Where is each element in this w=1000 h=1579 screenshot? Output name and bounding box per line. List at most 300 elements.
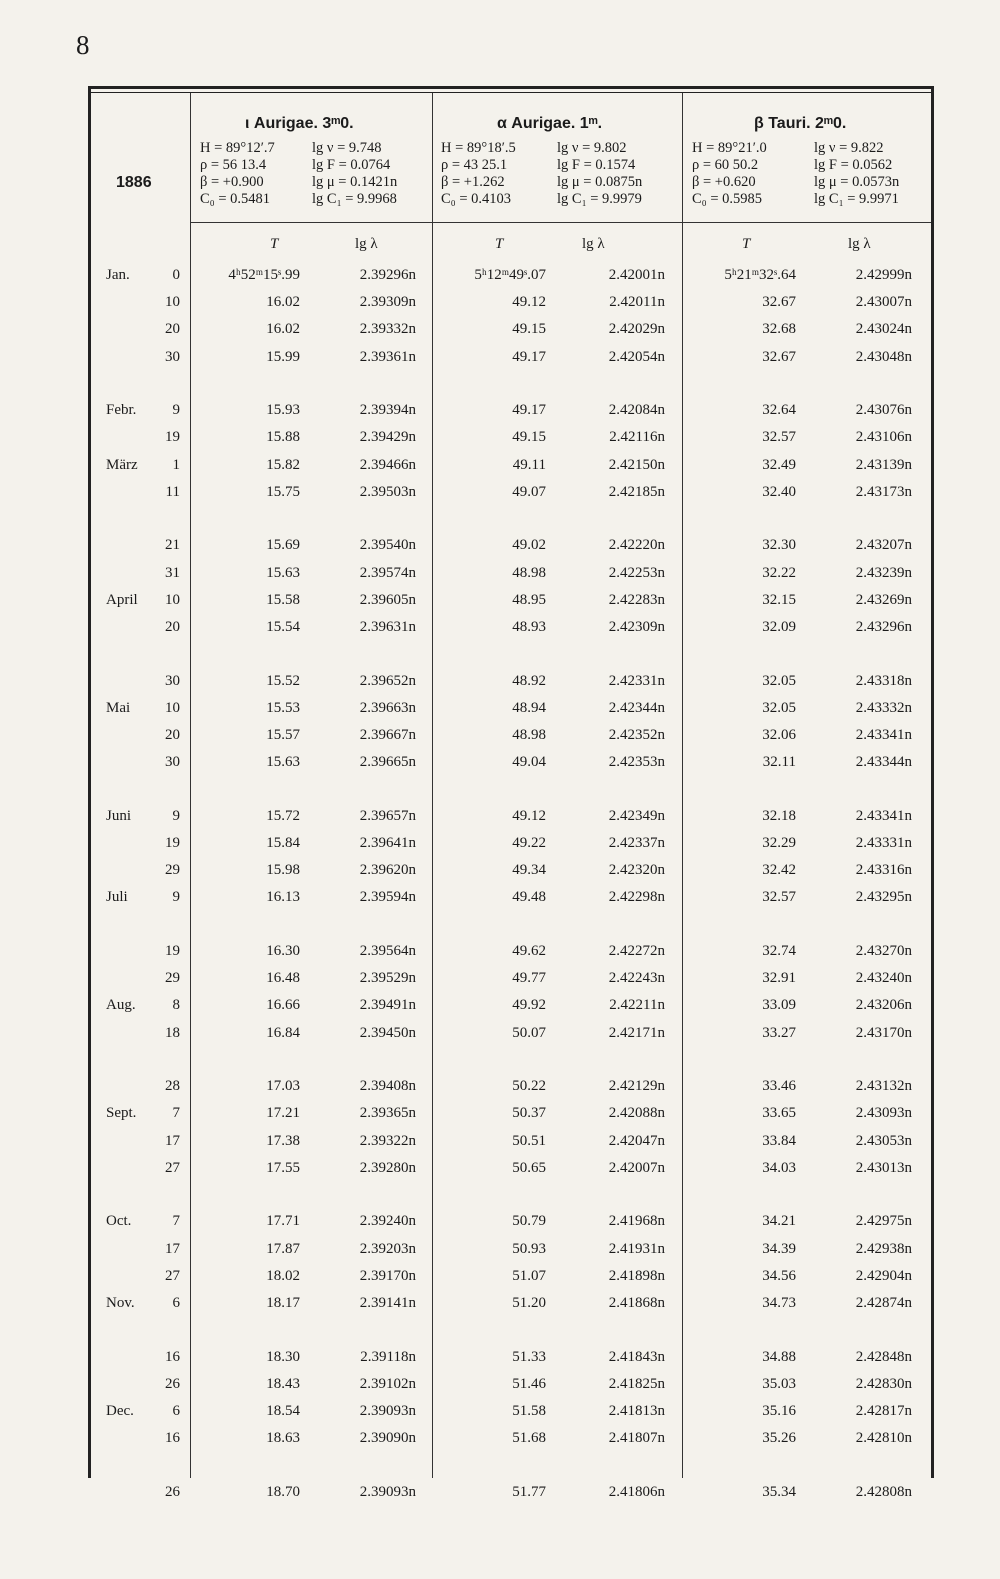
table-cell-l1: 2.39429n [359, 429, 416, 446]
table-cell-l1: 2.39090n [359, 1430, 416, 1447]
table-cell-t3: 32.05 [762, 699, 796, 716]
table-cell-t1: 16.02 [266, 321, 300, 338]
table-cell-l2: 2.41968n [608, 1213, 665, 1230]
star-parameter: lg F = 0.0764 [312, 157, 391, 173]
table-cell-l1: 2.39309n [359, 294, 416, 311]
row-day: 19 [165, 429, 180, 446]
table-cell-t1: 15.53 [266, 699, 300, 716]
table-cell-t3: 32.06 [762, 727, 796, 743]
row-day: 21 [165, 537, 180, 554]
row-day: 17 [165, 1240, 180, 1257]
table-cell-l1: 2.39652n [359, 672, 416, 689]
star-parameter: ρ = 60 50.2 [692, 157, 759, 173]
table-cell-t2: 49.12 [512, 807, 546, 824]
table-cell-t3: 32.11 [762, 754, 796, 771]
table-cell-l2: 2.41806n [608, 1483, 665, 1500]
table-top-rule [88, 86, 934, 89]
table-cell-l3: 2.43316n [855, 862, 912, 879]
row-day: 11 [165, 483, 180, 500]
table-cell-t3: 35.03 [762, 1375, 796, 1392]
table-cell-l3: 2.43331n [855, 835, 912, 851]
table-cell-l1: 2.39296n [359, 267, 416, 283]
table-cell-t3: 35.26 [762, 1430, 796, 1447]
table-cell-l3: 2.43344n [855, 754, 912, 771]
table-cell-t1: 15.84 [266, 835, 300, 851]
table-cell-t2: 49.17 [512, 348, 546, 365]
table-cell-l3: 2.43206n [855, 997, 912, 1014]
table-cell-t1: 18.17 [266, 1295, 300, 1311]
table-cell-l3: 2.43139n [855, 456, 912, 473]
table-cell-t2: 51.46 [512, 1375, 546, 1392]
table-cell-l1: 2.39663n [359, 699, 416, 716]
row-day: 29 [165, 862, 180, 879]
table-cell-t3: 32.91 [762, 970, 796, 987]
row-month: Mai [106, 699, 131, 716]
row-month: Juni [106, 807, 132, 824]
table-cell-l1: 2.39280n [359, 1159, 416, 1176]
table-cell-t1: 16.13 [266, 889, 300, 906]
column-divider-star2 [682, 93, 683, 1478]
table-cell-l2: 2.42352n [608, 727, 665, 743]
table-cell-l3: 2.43341n [855, 807, 912, 824]
table-cell-t3: 35.16 [762, 1403, 796, 1419]
table-cell-t3: 35.34 [762, 1483, 796, 1500]
table-cell-t3: 34.03 [762, 1159, 796, 1176]
table-cell-l1: 2.39093n [359, 1403, 416, 1419]
row-day: 26 [165, 1375, 180, 1392]
table-cell-t1: 17.03 [266, 1078, 300, 1095]
table-cell-t2: 49.22 [512, 835, 546, 851]
row-day: 6 [172, 1295, 180, 1311]
row-day: 26 [165, 1483, 180, 1500]
table-cell-t3: 34.39 [762, 1240, 796, 1257]
table-cell-t3: 34.73 [762, 1295, 796, 1311]
star-parameter: lg C₁ = 9.9979 [557, 191, 642, 207]
table-cell-l1: 2.39529n [359, 970, 416, 987]
table-cell-t2: 50.51 [512, 1132, 546, 1149]
table-cell-t2: 50.93 [512, 1240, 546, 1257]
table-cell-l1: 2.39450n [359, 1024, 416, 1041]
row-day: 29 [165, 970, 180, 987]
table-cell-l1: 2.39631n [359, 619, 416, 635]
table-cell-t3: 32.40 [762, 483, 796, 500]
table-cell-t2: 49.34 [512, 862, 546, 879]
table-right-rule [931, 86, 934, 1478]
row-day: 9 [172, 889, 180, 906]
table-cell-t2: 51.07 [512, 1267, 546, 1284]
table-cell-l3: 2.43240n [855, 970, 912, 987]
table-cell-l3: 2.42848n [855, 1348, 912, 1365]
table-cell-l2: 2.42001n [608, 267, 665, 283]
table-cell-t2: 51.20 [512, 1295, 546, 1311]
table-cell-l3: 2.43024n [855, 321, 912, 338]
table-cell-t1: 15.72 [266, 807, 300, 824]
col-header-lg-1: lg λ [355, 236, 378, 252]
star-parameter: lg F = 0.1574 [557, 157, 636, 173]
table-cell-t2: 49.15 [512, 429, 546, 446]
table-cell-t1: 18.43 [266, 1375, 300, 1392]
table-cell-l3: 2.43270n [855, 943, 912, 959]
row-day: 9 [172, 807, 180, 824]
table-cell-t2: 51.58 [512, 1403, 546, 1419]
table-cell-t3: 32.09 [762, 619, 796, 635]
row-day: 7 [172, 1213, 180, 1230]
table-cell-l2: 2.42084n [608, 402, 665, 419]
table-cell-l3: 2.43269n [855, 591, 912, 608]
row-day: 30 [165, 348, 180, 365]
row-day: 30 [165, 672, 180, 689]
table-cell-l2: 2.42211n [609, 997, 665, 1014]
row-day: 31 [165, 564, 180, 581]
table-cell-t2: 48.92 [512, 672, 546, 689]
table-cell-l1: 2.39594n [359, 889, 416, 906]
row-day: 8 [172, 997, 180, 1014]
table-cell-t2: 50.37 [512, 1105, 546, 1122]
table-cell-l2: 2.41843n [608, 1348, 665, 1365]
table-cell-l1: 2.39141n [359, 1295, 416, 1311]
table-cell-l3: 2.42830n [855, 1375, 912, 1392]
table-cell-t3: 33.84 [762, 1132, 796, 1149]
table-cell-t1: 17.38 [266, 1132, 300, 1149]
star-parameter: β = +1.262 [441, 174, 505, 190]
table-cell-l3: 2.43239n [855, 564, 912, 581]
table-cell-l1: 2.39540n [359, 537, 416, 554]
star-parameter: H = 89°12ʹ.7 [200, 140, 275, 156]
table-cell-l2: 2.42011n [609, 294, 665, 311]
table-cell-l3: 2.43053n [855, 1132, 912, 1149]
table-cell-t2: 48.93 [512, 619, 546, 635]
star-parameter: lg ν = 9.802 [557, 140, 627, 156]
table-cell-t1: 18.63 [266, 1430, 300, 1447]
table-cell-l3: 2.42874n [855, 1295, 912, 1311]
table-cell-l1: 2.39322n [359, 1132, 416, 1149]
star-parameter: C₀ = 0.4103 [441, 191, 512, 207]
star-parameter: lg ν = 9.822 [814, 140, 884, 156]
table-cell-t1: 15.82 [266, 456, 300, 473]
row-month: Dec. [106, 1403, 134, 1419]
table-cell-t1: 15.99 [266, 348, 300, 365]
table-cell-t3: 34.21 [762, 1213, 796, 1230]
table-cell-l2: 2.41813n [608, 1403, 665, 1419]
table-cell-l2: 2.42220n [608, 537, 665, 554]
column-divider-date [190, 93, 191, 1478]
star-parameter: lg F = 0.0562 [814, 157, 893, 173]
column-divider-star1 [432, 93, 433, 1478]
table-cell-t2: 5ʰ12ᵐ49ˢ.07 [474, 267, 546, 283]
star-parameter: β = +0.900 [200, 174, 264, 190]
table-cell-l2: 2.42272n [608, 943, 665, 959]
table-cell-t2: 49.12 [512, 294, 546, 311]
row-month: Nov. [106, 1295, 135, 1311]
star-header-beta-tauri: β Tauri. 2ᵐ0. [754, 115, 847, 132]
table-cell-l2: 2.41825n [608, 1375, 665, 1392]
table-cell-l3: 2.43048n [855, 348, 912, 365]
table-cell-l3: 2.43106n [855, 429, 912, 446]
star-parameter: lg ν = 9.748 [312, 140, 382, 156]
row-month: Febr. [106, 402, 137, 419]
row-month: Sept. [106, 1105, 137, 1122]
table-cell-l2: 2.42253n [608, 564, 665, 581]
star-parameter: H = 89°18ʹ.5 [441, 140, 516, 156]
table-cell-t2: 48.98 [512, 727, 546, 743]
star-parameter: C₀ = 0.5985 [692, 191, 763, 207]
table-cell-l2: 2.42331n [608, 672, 665, 689]
star-parameter: lg μ = 0.0875n [557, 174, 643, 190]
table-cell-l3: 2.43173n [855, 483, 912, 500]
table-cell-t3: 32.49 [762, 456, 796, 473]
table-cell-l1: 2.39102n [359, 1375, 416, 1392]
table-cell-t1: 15.57 [266, 727, 300, 743]
table-left-rule [88, 86, 91, 1478]
col-header-T-3: T [742, 236, 751, 252]
table-cell-l1: 2.39564n [359, 943, 416, 959]
row-month: März [106, 456, 138, 473]
table-cell-l2: 2.42116n [609, 429, 665, 446]
table-cell-l1: 2.39466n [359, 456, 416, 473]
table-cell-t2: 49.15 [512, 321, 546, 338]
table-cell-l3: 2.42938n [855, 1240, 912, 1257]
table-cell-l2: 2.42185n [608, 483, 665, 500]
star-parameter: C₀ = 0.5481 [200, 191, 271, 207]
table-cell-l2: 2.42129n [608, 1078, 665, 1095]
row-day: 17 [165, 1132, 180, 1149]
table-cell-t3: 32.67 [762, 348, 796, 365]
table-cell-l3: 2.43332n [855, 699, 912, 716]
table-cell-t1: 16.30 [266, 943, 300, 959]
star-parameter: lg C₁ = 9.9971 [814, 191, 899, 207]
table-cell-l1: 2.39605n [359, 591, 416, 608]
table-cell-t2: 49.02 [512, 537, 546, 554]
table-cell-l2: 2.41807n [608, 1430, 665, 1447]
table-cell-t1: 16.02 [266, 294, 300, 311]
table-cell-l2: 2.42088n [608, 1105, 665, 1122]
table-cell-t3: 32.57 [762, 889, 796, 906]
table-cell-l3: 2.42904n [855, 1267, 912, 1284]
table-cell-t3: 32.74 [762, 943, 796, 959]
table-cell-t3: 32.18 [762, 807, 796, 824]
table-cell-l2: 2.42054n [608, 348, 665, 365]
table-cell-l1: 2.39665n [359, 754, 416, 771]
row-day: 19 [165, 943, 180, 959]
table-cell-t2: 48.98 [512, 564, 546, 581]
star-parameter: lg C₁ = 9.9968 [312, 191, 397, 207]
table-cell-t1: 15.98 [266, 862, 300, 879]
table-cell-t2: 50.79 [512, 1213, 546, 1230]
table-cell-t3: 32.68 [762, 321, 796, 338]
table-cell-l2: 2.42298n [608, 889, 665, 906]
table-cell-l1: 2.39332n [359, 321, 416, 338]
table-cell-l2: 2.41868n [608, 1295, 665, 1311]
table-cell-t2: 48.95 [512, 591, 546, 608]
table-cell-l3: 2.43132n [855, 1078, 912, 1095]
star-parameter: lg μ = 0.1421n [312, 174, 398, 190]
table-cell-t2: 49.11 [512, 456, 546, 473]
table-cell-l2: 2.42047n [608, 1132, 665, 1149]
table-cell-l2: 2.42243n [608, 970, 665, 987]
table-cell-l3: 2.43013n [855, 1159, 912, 1176]
table-cell-l1: 2.39093n [359, 1483, 416, 1500]
row-day: 6 [172, 1403, 180, 1419]
table-cell-t2: 51.33 [512, 1348, 546, 1365]
table-cell-l3: 2.43076n [855, 402, 912, 419]
row-day: 7 [172, 1105, 180, 1122]
header-rule [190, 222, 931, 223]
table-cell-t1: 15.54 [266, 619, 300, 635]
col-header-T-2: T [495, 236, 504, 252]
table-cell-t1: 15.93 [266, 402, 300, 419]
table-cell-t3: 32.22 [762, 564, 796, 581]
table-cell-t3: 32.57 [762, 429, 796, 446]
row-day: 28 [165, 1078, 180, 1095]
row-day: 10 [165, 294, 180, 311]
row-day: 18 [165, 1024, 180, 1041]
table-cell-t2: 50.65 [512, 1159, 546, 1176]
table-cell-t3: 34.88 [762, 1348, 796, 1365]
table-cell-l1: 2.39574n [359, 564, 416, 581]
row-day: 20 [165, 619, 180, 635]
table-cell-l3: 2.43170n [855, 1024, 912, 1041]
table-cell-l1: 2.39203n [359, 1240, 416, 1257]
table-cell-t1: 18.70 [266, 1483, 300, 1500]
table-cell-l3: 2.43295n [855, 889, 912, 906]
table-cell-l3: 2.43341n [855, 727, 912, 743]
year-label: 1886 [116, 174, 152, 191]
table-cell-l3: 2.42808n [855, 1483, 912, 1500]
row-day: 9 [172, 402, 180, 419]
star-parameter: ρ = 43 25.1 [441, 157, 508, 173]
table-cell-l2: 2.42171n [608, 1024, 665, 1041]
table-cell-t1: 17.21 [266, 1105, 300, 1122]
table-cell-l3: 2.42999n [855, 267, 912, 283]
row-day: 16 [165, 1430, 180, 1447]
table-cell-l2: 2.42029n [608, 321, 665, 338]
row-month: Jan. [106, 267, 130, 283]
table-cell-t1: 18.02 [266, 1267, 300, 1284]
table-cell-t3: 32.15 [762, 591, 796, 608]
table-cell-t3: 32.30 [762, 537, 796, 554]
table-cell-t2: 49.04 [512, 754, 546, 771]
table-cell-t3: 33.65 [762, 1105, 796, 1122]
table-cell-l3: 2.43093n [855, 1105, 912, 1122]
table-cell-l3: 2.43296n [855, 619, 912, 635]
table-cell-l1: 2.39118n [360, 1348, 416, 1365]
table-cell-t2: 48.94 [512, 699, 546, 716]
row-month: April [106, 591, 138, 608]
table-cell-l2: 2.42150n [608, 456, 665, 473]
table-cell-t2: 51.68 [512, 1430, 546, 1447]
table-cell-t2: 49.07 [512, 483, 546, 500]
row-day: 27 [165, 1267, 180, 1284]
table-cell-t1: 15.63 [266, 754, 300, 771]
table-cell-l1: 2.39361n [359, 348, 416, 365]
table-cell-t1: 17.55 [266, 1159, 300, 1176]
table-cell-t2: 49.92 [512, 997, 546, 1014]
table-cell-t1: 15.69 [266, 537, 300, 554]
col-header-lg-2: lg λ [582, 236, 605, 252]
table-cell-t1: 16.48 [266, 970, 300, 987]
row-day: 20 [165, 727, 180, 743]
table-cell-t1: 4ʰ52ᵐ15ˢ.99 [228, 267, 300, 283]
table-cell-t1: 15.58 [266, 591, 300, 608]
table-cell-l2: 2.42353n [608, 754, 665, 771]
table-cell-t1: 15.75 [266, 483, 300, 500]
table-cell-t2: 50.07 [512, 1024, 546, 1041]
table-cell-t3: 5ʰ21ᵐ32ˢ.64 [724, 267, 796, 283]
row-month: Aug. [106, 997, 136, 1014]
table-cell-t3: 34.56 [762, 1267, 796, 1284]
table-cell-l1: 2.39240n [359, 1213, 416, 1230]
table-cell-l3: 2.43207n [855, 537, 912, 554]
star-parameter: ρ = 56 13.4 [200, 157, 267, 173]
table-cell-l1: 2.39365n [359, 1105, 416, 1122]
table-cell-l2: 2.42337n [608, 835, 665, 851]
row-month: Juli [106, 889, 128, 906]
table-cell-l2: 2.42320n [608, 862, 665, 879]
row-month: Oct. [106, 1213, 132, 1230]
table-cell-t2: 49.17 [512, 402, 546, 419]
table-cell-t1: 16.84 [266, 1024, 300, 1041]
table-cell-t1: 17.87 [266, 1240, 300, 1257]
table-cell-l2: 2.41898n [608, 1267, 665, 1284]
table-cell-t3: 32.29 [762, 835, 796, 851]
table-cell-l3: 2.43318n [855, 672, 912, 689]
col-header-lg-3: lg λ [848, 236, 871, 252]
table-cell-l3: 2.43007n [855, 294, 912, 311]
star-parameter: β = +0.620 [692, 174, 756, 190]
table-cell-l2: 2.42309n [608, 619, 665, 635]
table-cell-t1: 18.54 [266, 1403, 300, 1419]
row-day: 10 [165, 699, 180, 716]
star-parameter: lg μ = 0.0573n [814, 174, 900, 190]
table-cell-l2: 2.42007n [608, 1159, 665, 1176]
table-cell-l1: 2.39641n [359, 835, 416, 851]
table-cell-t1: 18.30 [266, 1348, 300, 1365]
table-cell-l1: 2.39667n [359, 727, 416, 743]
star-header-iota-aurigae: ι Aurigae. 3ᵐ0. [245, 115, 354, 132]
table-cell-l1: 2.39620n [359, 862, 416, 879]
table-cell-t1: 15.88 [266, 429, 300, 446]
table-cell-t3: 32.64 [762, 402, 796, 419]
table-cell-t3: 32.05 [762, 672, 796, 689]
row-day: 20 [165, 321, 180, 338]
table-cell-t2: 49.77 [512, 970, 546, 987]
table-cell-t3: 32.67 [762, 294, 796, 311]
table-cell-l1: 2.39170n [359, 1267, 416, 1284]
table-cell-l3: 2.42810n [855, 1430, 912, 1447]
table-cell-l2: 2.41931n [608, 1240, 665, 1257]
row-day: 16 [165, 1348, 180, 1365]
table-cell-l2: 2.42349n [608, 807, 665, 824]
row-day: 19 [165, 835, 180, 851]
table-cell-t1: 17.71 [266, 1213, 300, 1230]
table-cell-l3: 2.42975n [855, 1213, 912, 1230]
table-cell-l3: 2.42817n [855, 1403, 912, 1419]
table-cell-t3: 33.46 [762, 1078, 796, 1095]
star-parameter: H = 89°21ʹ.0 [692, 140, 767, 156]
row-day: 0 [172, 267, 180, 283]
table-cell-l1: 2.39394n [359, 402, 416, 419]
table-cell-t2: 50.22 [512, 1078, 546, 1095]
table-cell-l1: 2.39657n [359, 807, 416, 824]
table-cell-l1: 2.39408n [359, 1078, 416, 1095]
table-cell-t2: 49.62 [512, 943, 546, 959]
table-cell-l2: 2.42344n [608, 699, 665, 716]
table-cell-t3: 33.27 [762, 1024, 796, 1041]
table-cell-t3: 33.09 [762, 997, 796, 1014]
table-cell-t1: 15.52 [266, 672, 300, 689]
table-top-rule-thin [88, 92, 934, 93]
table-cell-t1: 16.66 [266, 997, 300, 1014]
